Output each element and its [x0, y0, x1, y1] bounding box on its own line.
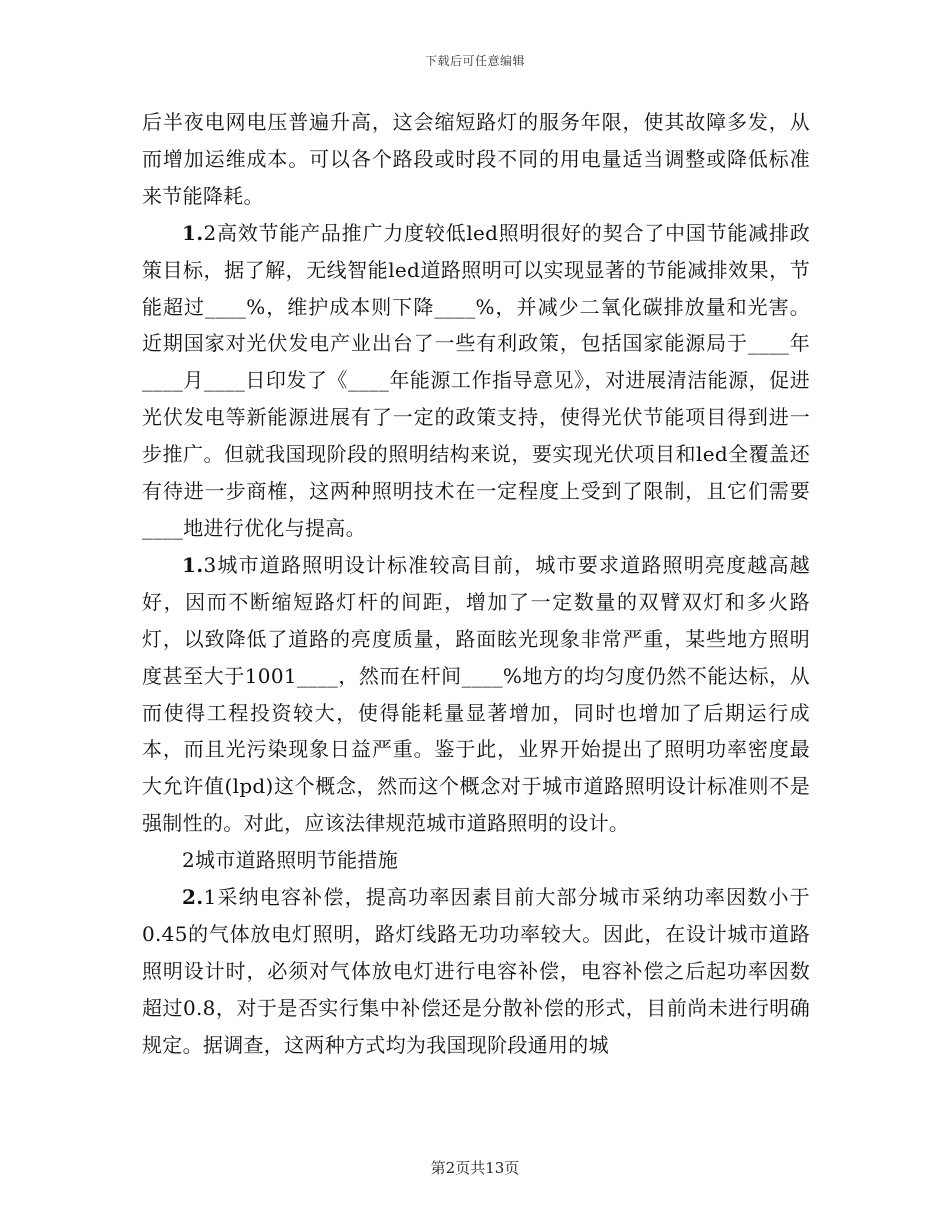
section-number: 1.	[182, 552, 204, 577]
paragraph-section-1-3	[142, 547, 810, 842]
document-body	[142, 104, 810, 1064]
page-footer: 第2页共13页	[430, 1159, 520, 1177]
paragraph-section-1-2	[142, 215, 810, 547]
paragraph-text: 后半夜电网电压普遍升高，这会缩短路灯的服务年限，使其故障多发，从而增加运维成本。可以各个路段或时段不同的用电量适当调整或降低标准来节能降耗。	[142, 110, 810, 208]
paragraph-text: 3城市道路照明设计标准较高目前，城市要求道路照明亮度越高越好，因而不断缩短路灯杆的间距，增加了一定数量的双臂双灯和多火路灯，以致降低了道路的亮度质量，路面眩光现象非常严重，某些地方照明度甚至大于1001____，然而在杆间____%地方的均匀度仍然不能达标，从而使得工程投资较大，使得能耗量显著增加，同时也增加了后期运行成本，而且光污染现象日益严重。鉴于此，业界开始提出了照明功率密度最大允许值(lpd)这个概念，然而这个概念对于城市道路照明设计标准则不是强制性的。对此，应该法律规范城市道路照明的设计。	[142, 552, 810, 836]
paragraph-text: 1采纳电容补偿，提高功率因素目前大部分城市采纳功率因数小于0.45的气体放电灯照明，路灯线路无功功率较大。因此，在设计城市道路照明设计时，必须对气体放电灯进行电容补偿，电容补偿之后起功率因数超过0.8，对于是否实行集中补偿还是分散补偿的形式，目前尚未进行明确规定。据调查，这两种方式均为我国现阶段通用的城	[142, 885, 810, 1057]
page-header: 下载后可任意编辑	[424, 54, 525, 68]
section-heading-2	[142, 842, 810, 879]
paragraph-continuation	[142, 104, 810, 215]
paragraph-section-2-1	[142, 879, 810, 1064]
paragraph-text: 2高效节能产品推广力度较低led照明很好的契合了中国节能减排政策目标，据了解，无线智能led道路照明可以实现显著的节能减排效果，节能超过____%，维护成本则下降____%，并减少二氧化碳排放量和光害。近期国家对光伏发电产业出台了一些有利政策，包括国家能源局于____年____月____日印发了《____年能源工作指导意见》，对进展清洁能源，促进光伏发电等新能源进展有了一定的政策支持，使得光伏节能项目得到进一步推广。但就我国现阶段的照明结构来说，要实现光伏项目和led全覆盖还有待进一步商榷，这两种照明技术在一定程度上受到了限制，且它们需要____地进行优化与提高。	[142, 220, 810, 540]
section-number: 1.	[182, 220, 204, 245]
paragraph-text: 2城市道路照明节能措施	[182, 848, 399, 873]
section-number: 2.	[182, 885, 204, 910]
